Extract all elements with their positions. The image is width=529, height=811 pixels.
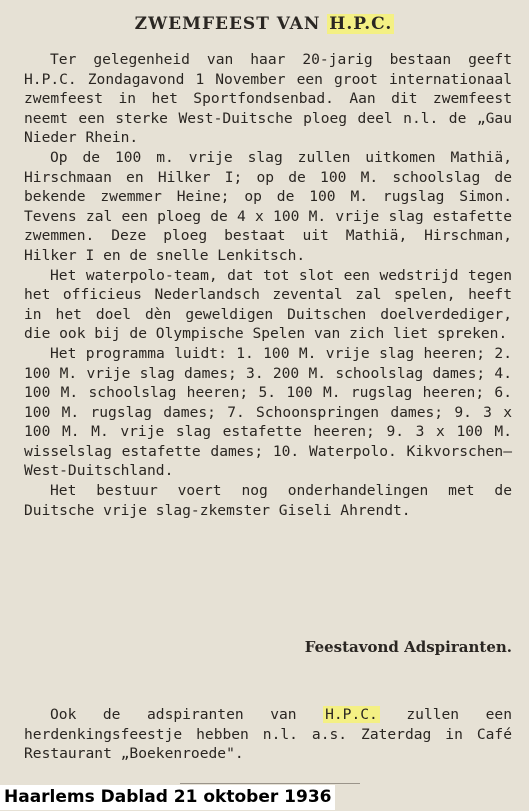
paragraph-adspiranten xyxy=(24,705,512,764)
paragraph-intro: Ter gelegenheid van haar 20-jarig bestaan geeft H.P.C. Zondagavond 1 November een groot internationaal zwemfeest in het Sportfondsenbad. Aan dit zwemfeest neemt een sterke West-Duitsche ploeg deel n.l. de „Gau Nieder Rhein. xyxy=(24,51,512,147)
article-adspiranten xyxy=(24,705,512,764)
paragraph-negotiations: Het bestuur voert nog onderhandelingen met de Duitsche vrije slag-zkemster Giseli Ahrendt. xyxy=(24,482,512,519)
heading-text: ZWEMFEEST VAN xyxy=(134,14,328,34)
paragraph-waterpolo: Het waterpolo-team, dat tot slot een wedstrijd tegen het officieus Nederlandsch zevental zal spelen, heeft in het doel dèn geweldigen Duitschen doelverdediger, die ook bij de Olympische Spelen van zich liet spreken. xyxy=(24,266,512,343)
paragraph-swimmers: Op de 100 m. vrije slag zullen uitkomen Mathiä, Hirschmaan en Hilker I; op de 100 M. schoolslag de bekende zwemmer Heine; op de 100 M. rugslag Simon. Tevens zal een ploeg de 4 x 100 M. vrije slag estafette zwemmen. Deze ploeg bestaat uit Mathiä, Hirschman, Hilker I en de snelle Lenkitsch. xyxy=(24,148,512,264)
divider-rule xyxy=(180,783,360,784)
subheading: Feestavond Adspiranten. xyxy=(304,638,512,656)
heading-highlight-hpc: H.P.C. xyxy=(329,14,393,34)
source-caption: Haarlems Dablad 21 oktober 1936 xyxy=(0,785,335,810)
adspiranten-text-before: Ook de adspiranten van xyxy=(50,706,324,723)
adspiranten-text-after: zullen een herdenkingsfeestje hebben n.l. a.s. Zaterdag in Café Restaurant „Boekenroede". xyxy=(24,706,512,763)
paragraph-programme: Het programma luidt: 1. 100 M. vrije slag heeren; 2. 100 M. vrije slag dames; 3. 200 M. schoolslag dames; 4. 100 M. schoolslag heeren; 5. 100 M. rugslag heeren; 6. 100 M. rugslag dames; 7. Schoonspringen dames; 9. 3 x 100 M. M. vrije slag estafette heeren; 9. 3 x 100 M. wisselslag estafette dames; 10. Waterpolo. Kikvorschen—West-Duitschland. xyxy=(24,344,512,480)
adspiranten-highlight-hpc: H.P.C. xyxy=(325,706,378,723)
article-body xyxy=(24,50,512,520)
article-heading xyxy=(0,14,529,34)
